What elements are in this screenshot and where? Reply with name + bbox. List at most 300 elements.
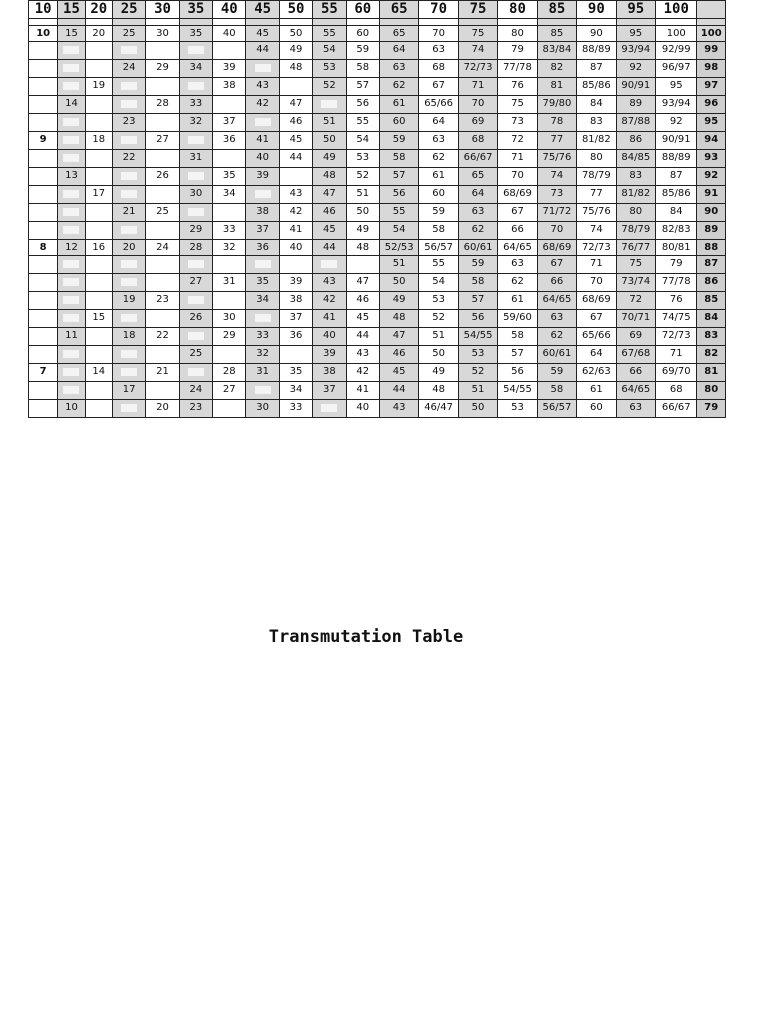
table-cell: 72/73 [656, 328, 697, 346]
table-cell: 90/91 [616, 78, 655, 96]
table-cell: 68/69 [537, 240, 576, 256]
table-cell: 49 [346, 222, 379, 240]
table-cell: 26 [179, 310, 212, 328]
table-cell: 13 [58, 168, 85, 186]
table-cell: 51 [379, 256, 418, 274]
table-cell: 34 [213, 186, 246, 204]
table-cell [179, 364, 212, 382]
table-cell: 32 [213, 240, 246, 256]
table-cell: 45 [246, 26, 279, 42]
table-cell: 78/79 [577, 168, 616, 186]
table-cell: 41 [313, 310, 346, 328]
table-cell [58, 382, 85, 400]
table-cell: 53 [313, 60, 346, 78]
table-cell: 81/82 [577, 132, 616, 150]
table-cell: 11 [58, 328, 85, 346]
table-cell: 64/65 [537, 292, 576, 310]
table-cell: 19 [112, 292, 145, 310]
table-cell: 73 [498, 114, 537, 132]
row-start-cell [29, 60, 58, 78]
table-cell: 47 [379, 328, 418, 346]
table-cell: 78 [537, 114, 576, 132]
table-cell: 81 [537, 78, 576, 96]
table-cell: 66 [498, 222, 537, 240]
table-cell [85, 328, 112, 346]
table-cell: 20 [85, 26, 112, 42]
row-start-cell [29, 186, 58, 204]
table-cell: 90 [577, 26, 616, 42]
table-cell: 38 [213, 78, 246, 96]
table-cell: 54/55 [458, 328, 497, 346]
table-cell: 73/74 [616, 274, 655, 292]
column-header: 80 [498, 1, 537, 19]
table-cell: 28 [179, 240, 212, 256]
table-cell: 72 [616, 292, 655, 310]
table-cell: 80 [616, 204, 655, 222]
table-cell: 46 [279, 114, 312, 132]
table-cell: 66/67 [656, 400, 697, 418]
table-cell: 27 [213, 382, 246, 400]
table-cell: 54 [313, 42, 346, 60]
table-cell: 32 [179, 114, 212, 132]
table-cell [58, 256, 85, 274]
empty-cell-marker [121, 260, 137, 268]
table-cell [213, 400, 246, 418]
table-caption: Transmutation Table [268, 627, 464, 647]
table-cell: 45 [279, 132, 312, 150]
table-cell [58, 150, 85, 168]
table-cell: 70 [419, 26, 458, 42]
table-cell: 44 [279, 150, 312, 168]
table-cell [112, 186, 145, 204]
column-header: 40 [213, 1, 246, 19]
table-cell: 60 [577, 400, 616, 418]
table-cell: 62 [419, 150, 458, 168]
table-cell: 35 [246, 274, 279, 292]
table-cell [213, 256, 246, 274]
empty-cell-marker [121, 226, 137, 234]
empty-cell-marker [188, 208, 204, 216]
row-grade-cell: 83 [697, 328, 726, 346]
table-cell [179, 42, 212, 60]
table-cell: 84 [577, 96, 616, 114]
table-cell: 47 [279, 96, 312, 114]
table-cell [179, 168, 212, 186]
table-cell [85, 382, 112, 400]
table-cell: 100 [656, 26, 697, 42]
table-cell [85, 168, 112, 186]
table-cell: 66/67 [458, 150, 497, 168]
table-cell: 61 [498, 292, 537, 310]
separator-cell [179, 19, 212, 26]
table-cell: 74 [458, 42, 497, 60]
table-cell: 54 [419, 274, 458, 292]
table-cell: 62/63 [577, 364, 616, 382]
table-cell [85, 292, 112, 310]
table-cell [85, 42, 112, 60]
table-cell: 17 [85, 186, 112, 204]
table-cell: 68 [656, 382, 697, 400]
table-cell: 64 [458, 186, 497, 204]
table-cell: 50 [313, 132, 346, 150]
table-cell: 17 [112, 382, 145, 400]
table-cell: 56 [498, 364, 537, 382]
table-cell [85, 274, 112, 292]
table-cell [85, 114, 112, 132]
table-cell: 63 [419, 132, 458, 150]
table-cell: 47 [346, 274, 379, 292]
empty-cell-marker [63, 118, 79, 126]
table-cell [313, 256, 346, 274]
table-cell: 75/76 [577, 204, 616, 222]
table-cell [146, 222, 179, 240]
empty-cell-marker [321, 260, 337, 268]
table-cell: 81/82 [616, 186, 655, 204]
separator-cell [458, 19, 497, 26]
table-cell: 50 [279, 26, 312, 42]
table-cell: 44 [313, 240, 346, 256]
table-cell: 73 [537, 186, 576, 204]
table-cell: 42 [346, 364, 379, 382]
table-cell: 29 [213, 328, 246, 346]
table-cell [85, 346, 112, 364]
table-cell: 36 [213, 132, 246, 150]
table-cell: 57 [498, 346, 537, 364]
table-cell: 59 [379, 132, 418, 150]
column-header: 95 [616, 1, 655, 19]
table-cell [112, 256, 145, 274]
empty-cell-marker [255, 190, 271, 198]
table-cell [279, 168, 312, 186]
table-cell [112, 78, 145, 96]
table-cell: 68 [419, 60, 458, 78]
table-cell [179, 292, 212, 310]
separator-cell [85, 19, 112, 26]
table-cell: 24 [146, 240, 179, 256]
column-header: 15 [58, 1, 85, 19]
row-grade-cell: 99 [697, 42, 726, 60]
table-cell: 93/94 [656, 96, 697, 114]
table-cell: 36 [279, 328, 312, 346]
table-cell: 41 [246, 132, 279, 150]
table-cell: 85/86 [577, 78, 616, 96]
separator-cell [146, 19, 179, 26]
table-cell: 76 [656, 292, 697, 310]
table-cell: 93/94 [616, 42, 655, 60]
table-cell: 49 [313, 150, 346, 168]
table-cell: 32 [246, 346, 279, 364]
table-cell: 40 [313, 328, 346, 346]
table-cell: 37 [313, 382, 346, 400]
table-cell: 77 [577, 186, 616, 204]
table-cell: 71 [498, 150, 537, 168]
table-cell: 20 [112, 240, 145, 256]
table-cell: 80 [498, 26, 537, 42]
table-cell: 40 [279, 240, 312, 256]
empty-cell-marker [188, 296, 204, 304]
table-cell: 58 [419, 222, 458, 240]
table-cell [85, 204, 112, 222]
empty-cell-marker [121, 46, 137, 54]
table-cell: 39 [279, 274, 312, 292]
row-start-cell [29, 204, 58, 222]
table-cell: 57 [379, 168, 418, 186]
table-cell: 38 [313, 364, 346, 382]
table-cell: 30 [179, 186, 212, 204]
table-cell: 10 [58, 400, 85, 418]
table-cell [58, 60, 85, 78]
table-cell: 70 [537, 222, 576, 240]
table-cell: 50 [379, 274, 418, 292]
column-header: 10 [29, 1, 58, 19]
row-grade-cell: 86 [697, 274, 726, 292]
table-cell: 75 [616, 256, 655, 274]
table-cell: 48 [379, 310, 418, 328]
table-cell: 84/85 [616, 150, 655, 168]
row-grade-cell: 87 [697, 256, 726, 274]
table-cell [213, 204, 246, 222]
table-cell: 79 [498, 42, 537, 60]
table-cell [112, 364, 145, 382]
table-cell: 43 [313, 274, 346, 292]
table-cell [85, 150, 112, 168]
table-cell: 16 [85, 240, 112, 256]
table-cell: 90/91 [656, 132, 697, 150]
table-cell: 52 [346, 168, 379, 186]
table-cell: 64/65 [616, 382, 655, 400]
table-cell [58, 42, 85, 60]
empty-cell-marker [63, 386, 79, 394]
table-cell: 89 [616, 96, 655, 114]
table-cell: 33 [246, 328, 279, 346]
row-start-cell [29, 346, 58, 364]
table-cell [58, 346, 85, 364]
table-cell [85, 222, 112, 240]
table-cell: 40 [246, 150, 279, 168]
table-cell [146, 78, 179, 96]
table-cell [112, 274, 145, 292]
empty-cell-marker [255, 386, 271, 394]
table-cell: 59 [458, 256, 497, 274]
table-cell: 65 [458, 168, 497, 186]
empty-cell-marker [121, 190, 137, 198]
separator-cell [29, 19, 58, 26]
table-cell [58, 114, 85, 132]
table-cell: 72/73 [577, 240, 616, 256]
table-cell: 71 [656, 346, 697, 364]
table-row [29, 346, 726, 364]
table-cell: 85 [537, 26, 576, 42]
table-cell: 69 [616, 328, 655, 346]
table-cell: 83 [616, 168, 655, 186]
table-cell [85, 256, 112, 274]
header-row [29, 1, 726, 19]
table-cell: 31 [179, 150, 212, 168]
table-cell: 41 [346, 382, 379, 400]
table-cell [313, 400, 346, 418]
table-cell: 27 [179, 274, 212, 292]
row-grade-cell: 96 [697, 96, 726, 114]
table-cell: 59 [537, 364, 576, 382]
row-grade-cell: 90 [697, 204, 726, 222]
table-cell: 57 [346, 78, 379, 96]
table-cell: 36 [246, 240, 279, 256]
table-cell: 48 [313, 168, 346, 186]
table-cell: 49 [279, 42, 312, 60]
table-cell: 65/66 [419, 96, 458, 114]
table-cell [146, 114, 179, 132]
table-cell: 49 [379, 292, 418, 310]
table-cell: 71 [458, 78, 497, 96]
separator-cell [313, 19, 346, 26]
table-cell: 74/75 [656, 310, 697, 328]
table-cell: 30 [146, 26, 179, 42]
table-cell: 25 [112, 26, 145, 42]
table-cell: 87 [656, 168, 697, 186]
empty-cell-marker [255, 314, 271, 322]
table-cell: 46/47 [419, 400, 458, 418]
row-grade-cell: 100 [697, 26, 726, 42]
empty-cell-marker [121, 172, 137, 180]
table-cell: 31 [213, 274, 246, 292]
table-cell: 56/57 [419, 240, 458, 256]
table-cell: 37 [279, 310, 312, 328]
table-cell: 75 [458, 26, 497, 42]
table-cell: 38 [246, 204, 279, 222]
row-start-cell [29, 168, 58, 186]
row-grade-cell: 88 [697, 240, 726, 256]
table-cell: 21 [112, 204, 145, 222]
table-cell: 83/84 [537, 42, 576, 60]
table-cell [213, 42, 246, 60]
table-cell: 60/61 [458, 240, 497, 256]
empty-cell-marker [63, 64, 79, 72]
table-cell: 46 [346, 292, 379, 310]
table-body [29, 19, 726, 418]
empty-cell-marker [63, 368, 79, 376]
table-cell: 53 [498, 400, 537, 418]
column-header: 45 [246, 1, 279, 19]
table-cell: 88/89 [577, 42, 616, 60]
table-cell: 85/86 [656, 186, 697, 204]
column-header: 65 [379, 1, 418, 19]
row-start-cell [29, 382, 58, 400]
table-cell: 40 [346, 400, 379, 418]
empty-cell-marker [188, 172, 204, 180]
table-row [29, 96, 726, 114]
table-cell: 18 [85, 132, 112, 150]
table-cell: 61 [419, 168, 458, 186]
row-grade-cell: 84 [697, 310, 726, 328]
table-cell: 63 [379, 60, 418, 78]
table-cell: 96/97 [656, 60, 697, 78]
table-cell [112, 346, 145, 364]
table-cell [146, 256, 179, 274]
table-cell [58, 132, 85, 150]
table-row [29, 42, 726, 60]
table-cell: 69 [458, 114, 497, 132]
table-cell [179, 328, 212, 346]
table-cell [179, 204, 212, 222]
table-cell: 75/76 [537, 150, 576, 168]
row-grade-cell: 97 [697, 78, 726, 96]
table-row [29, 26, 726, 42]
separator-cell [379, 19, 418, 26]
table-cell: 62 [498, 274, 537, 292]
table-row [29, 292, 726, 310]
table-cell [85, 96, 112, 114]
table-cell [246, 256, 279, 274]
row-start-cell [29, 78, 58, 96]
table-cell: 18 [112, 328, 145, 346]
table-cell: 15 [58, 26, 85, 42]
table-cell [146, 310, 179, 328]
empty-cell-marker [121, 100, 137, 108]
table-cell: 74 [537, 168, 576, 186]
separator-cell [656, 19, 697, 26]
table-cell: 58 [537, 382, 576, 400]
column-header: 60 [346, 1, 379, 19]
table-cell: 70 [577, 274, 616, 292]
table-cell: 59 [346, 42, 379, 60]
table-cell: 23 [146, 292, 179, 310]
table-cell: 71 [577, 256, 616, 274]
table-cell: 47 [313, 186, 346, 204]
table-cell: 61 [577, 382, 616, 400]
table-cell: 24 [179, 382, 212, 400]
table-cell: 67 [419, 78, 458, 96]
table-cell [112, 222, 145, 240]
table-cell [246, 114, 279, 132]
table-cell: 48 [419, 382, 458, 400]
table-cell: 77/78 [498, 60, 537, 78]
table-cell: 54 [379, 222, 418, 240]
table-cell: 44 [346, 328, 379, 346]
table-cell: 95 [656, 78, 697, 96]
row-start-cell [29, 114, 58, 132]
table-cell: 50 [458, 400, 497, 418]
table-cell [213, 96, 246, 114]
table-cell: 53 [346, 150, 379, 168]
table-cell: 80/81 [656, 240, 697, 256]
table-row [29, 168, 726, 186]
table-cell: 57 [458, 292, 497, 310]
row-start-cell: 7 [29, 364, 58, 382]
table-row [29, 328, 726, 346]
separator-cell [246, 19, 279, 26]
empty-cell-marker [121, 82, 137, 90]
table-row [29, 78, 726, 96]
table-cell [58, 204, 85, 222]
table-cell: 54/55 [498, 382, 537, 400]
row-grade-cell: 93 [697, 150, 726, 168]
separator-cell [279, 19, 312, 26]
table-cell: 63 [537, 310, 576, 328]
table-cell [179, 78, 212, 96]
separator-row [29, 19, 726, 26]
table-cell: 56 [458, 310, 497, 328]
table-cell: 62 [379, 78, 418, 96]
table-cell: 49 [419, 364, 458, 382]
table-cell: 52 [458, 364, 497, 382]
table-cell: 62 [537, 328, 576, 346]
table-cell: 48 [346, 240, 379, 256]
table-cell: 68 [458, 132, 497, 150]
table-cell: 55 [313, 26, 346, 42]
table-row [29, 400, 726, 418]
table-cell [213, 292, 246, 310]
column-header: 50 [279, 1, 312, 19]
